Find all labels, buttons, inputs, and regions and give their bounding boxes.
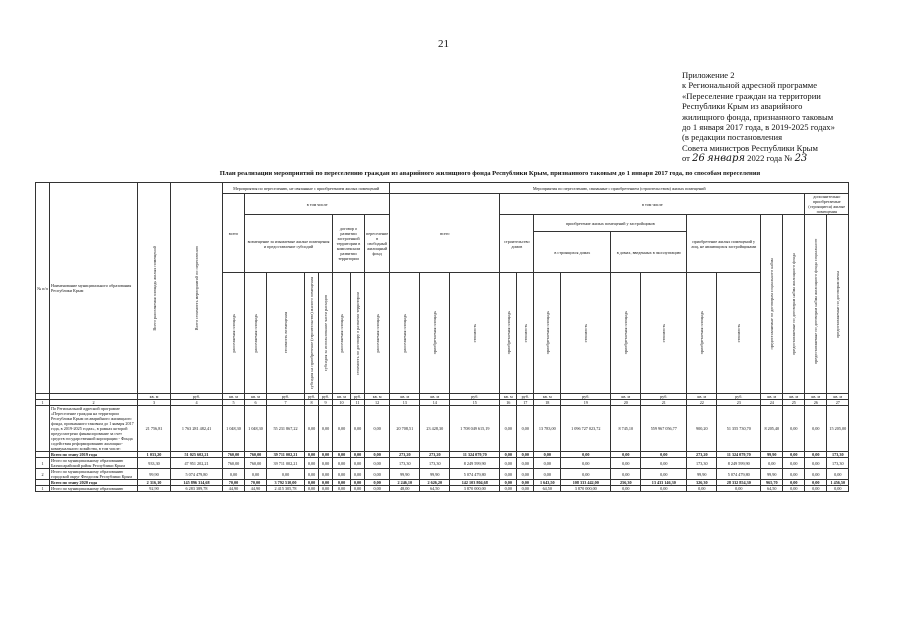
value-cell: 0,00 bbox=[611, 486, 641, 492]
value-cell: 13 433 146,30 bbox=[641, 480, 687, 486]
column-number-cell: 21 bbox=[641, 400, 687, 406]
value-cell: 0,00 bbox=[611, 469, 641, 480]
value-cell: 0,00 bbox=[305, 469, 319, 480]
value-cell: 273,20 bbox=[687, 452, 717, 458]
unit-cell: кв. м bbox=[365, 394, 390, 400]
value-cell: 99,90 bbox=[390, 469, 420, 480]
header-cell: Всего расселяемая площадь жилых помещений bbox=[138, 183, 171, 394]
value-cell: 760,00 bbox=[245, 458, 267, 469]
value-cell: 0,00 bbox=[517, 486, 534, 492]
value-cell: 0,00 bbox=[365, 452, 390, 458]
column-number-cell: 23 bbox=[717, 400, 761, 406]
value-cell: 0,00 bbox=[805, 480, 827, 486]
value-cell: 0,00 bbox=[333, 480, 351, 486]
header-cell: в строящихся домах bbox=[534, 232, 611, 273]
row-name-cell: Итого по муниципальному образованию городской округ Феодосия Республики Крым bbox=[50, 469, 138, 480]
value-cell: 0,00 bbox=[500, 406, 517, 452]
value-cell: 99,90 bbox=[138, 469, 171, 480]
value-cell: 760,00 bbox=[245, 452, 267, 458]
row-number-cell: 2 bbox=[36, 469, 50, 480]
value-cell: 64,50 bbox=[534, 486, 561, 492]
column-number-cell: 7 bbox=[267, 400, 305, 406]
value-cell: 28 332 854,30 bbox=[717, 480, 761, 486]
value-cell: 92,90 bbox=[138, 486, 171, 492]
value-cell: 0,00 bbox=[500, 480, 517, 486]
value-cell: 64,50 bbox=[761, 486, 783, 492]
value-cell: 1 708 049 615,19 bbox=[450, 406, 500, 452]
unit-cell: кв. м bbox=[500, 394, 517, 400]
value-cell: 0,00 bbox=[783, 458, 805, 469]
value-cell: 0,00 bbox=[305, 458, 319, 469]
unit-cell: кв. м bbox=[827, 394, 849, 400]
value-cell: 1 048,30 bbox=[223, 406, 245, 452]
value-cell: 0,00 bbox=[783, 406, 805, 452]
value-cell: 256,30 bbox=[611, 480, 641, 486]
header-cell: субсидия на приобретение (строительство) жилого помещения bbox=[305, 273, 319, 394]
header-cell: договор о развитии застроенной территории в комплексном развитии территории bbox=[333, 215, 365, 273]
value-cell: 39 711 002,21 bbox=[267, 458, 305, 469]
column-number-cell: 20 bbox=[611, 400, 641, 406]
row-name-cell: Всего по этапу 2019 года bbox=[50, 452, 138, 458]
header-cell: приобретаемая площадь bbox=[611, 273, 641, 394]
value-cell: 0,00 bbox=[641, 469, 687, 480]
appendix-line: (в редакции постановления bbox=[682, 132, 783, 143]
header-cell: строительство домов bbox=[500, 215, 534, 273]
header-cell: приобретаемая площадь bbox=[420, 273, 450, 394]
unit-cell: кв. м bbox=[534, 394, 561, 400]
value-cell: 15 205,00 bbox=[827, 406, 849, 452]
column-number-cell: 14 bbox=[420, 400, 450, 406]
value-cell: 142 103 804,68 bbox=[450, 480, 500, 486]
column-number-cell: 3 bbox=[138, 400, 171, 406]
value-cell: 11 324 079,70 bbox=[717, 452, 761, 458]
value-cell: 760,00 bbox=[223, 458, 245, 469]
value-cell: 0,00 bbox=[319, 480, 333, 486]
header-cell: приобретение жилых помещений у лиц, не являющихся застройщиками bbox=[687, 215, 761, 273]
table-row bbox=[36, 469, 849, 480]
unit-cell: кв. м bbox=[761, 394, 783, 400]
value-cell: 108 333 442,00 bbox=[561, 480, 611, 486]
value-cell: 39 711 002,21 bbox=[267, 452, 305, 458]
value-cell: 933,30 bbox=[138, 458, 171, 469]
unit-cell: кв. м bbox=[805, 394, 827, 400]
unit-cell: руб. bbox=[561, 394, 611, 400]
value-cell: 0,00 bbox=[517, 469, 534, 480]
date-month: января bbox=[707, 153, 746, 165]
unit-cell: кв. м bbox=[390, 394, 420, 400]
unit-cell: руб. bbox=[641, 394, 687, 400]
header-cell: возмещение за изымаемые жилые помещения и предоставление субсидий bbox=[245, 215, 333, 273]
column-number-cell: 6 bbox=[245, 400, 267, 406]
value-cell: 2 626,20 bbox=[420, 480, 450, 486]
value-cell: 0,00 bbox=[365, 458, 390, 469]
value-cell: 0,00 bbox=[319, 458, 333, 469]
appendix-line: жилищного фонда, признанного таковым bbox=[682, 111, 834, 122]
column-number-cell: 22 bbox=[687, 400, 717, 406]
value-cell: 55 231 867,22 bbox=[267, 406, 305, 452]
column-number-cell: 15 bbox=[450, 400, 500, 406]
value-cell: 0,00 bbox=[333, 452, 351, 458]
value-cell: 0,00 bbox=[351, 458, 365, 469]
value-cell: 8 205,40 bbox=[761, 406, 783, 452]
value-cell: 1 033,20 bbox=[138, 452, 171, 458]
value-cell: 0,00 bbox=[783, 480, 805, 486]
column-number-cell: 13 bbox=[390, 400, 420, 406]
appendix-line: Совета министров Республики Крым bbox=[682, 142, 818, 153]
value-cell: 0,00 bbox=[333, 406, 351, 452]
header-cell: всего bbox=[223, 194, 245, 273]
header-cell: предоставляемые по договорам мены bbox=[827, 215, 849, 394]
column-number-cell: 16 bbox=[500, 400, 517, 406]
column-number-cell: 5 bbox=[223, 400, 245, 406]
unit-cell: кв. м bbox=[245, 394, 267, 400]
header-cell: стоимость bbox=[450, 273, 500, 394]
table-row bbox=[36, 406, 849, 452]
appendix-block bbox=[682, 70, 852, 165]
value-cell: 0,00 bbox=[561, 469, 611, 480]
value-cell: 273,20 bbox=[420, 452, 450, 458]
header-cell: расселяемая площадь bbox=[245, 273, 267, 394]
value-cell: 900,20 bbox=[687, 406, 717, 452]
column-number-cell: 4 bbox=[171, 400, 223, 406]
header-cell: переселение в свободный жилищный фонд bbox=[365, 215, 390, 273]
value-cell: 0,00 bbox=[561, 452, 611, 458]
value-cell: 0,00 bbox=[319, 406, 333, 452]
value-cell: 2 415 305,78 bbox=[267, 486, 305, 492]
row-name-cell: Итого по муниципальному образованию bbox=[50, 486, 138, 492]
value-cell: 0,00 bbox=[534, 452, 561, 458]
value-cell: 51 355 730,70 bbox=[717, 406, 761, 452]
value-cell: 47 951 202,21 bbox=[171, 458, 223, 469]
column-number-cell: 10 bbox=[333, 400, 351, 406]
column-number-cell: 17 bbox=[517, 400, 534, 406]
value-cell: 0,00 bbox=[783, 452, 805, 458]
value-cell: 0,00 bbox=[365, 480, 390, 486]
value-cell: 0,00 bbox=[611, 452, 641, 458]
table-row bbox=[36, 486, 849, 492]
value-cell: 99,90 bbox=[761, 469, 783, 480]
header-cell: стоимость bbox=[517, 273, 534, 394]
header-cell: стоимость bbox=[641, 273, 687, 394]
header-cell: предоставляемые по договорам социального найма bbox=[761, 215, 783, 394]
value-cell: 1 096 727 023,72 bbox=[561, 406, 611, 452]
value-cell: 0,00 bbox=[223, 469, 245, 480]
value-cell: 0,00 bbox=[351, 486, 365, 492]
unit-cell: руб. bbox=[171, 394, 223, 400]
column-number-cell: 24 bbox=[761, 400, 783, 406]
value-cell: 0,00 bbox=[761, 458, 783, 469]
header-cell: приобретаемая площадь bbox=[687, 273, 717, 394]
unit-cell: кв. м bbox=[420, 394, 450, 400]
value-cell: 5 074 479,80 bbox=[171, 469, 223, 480]
value-cell: 0,00 bbox=[351, 480, 365, 486]
column-number-cell: 9 bbox=[319, 400, 333, 406]
value-cell: 0,00 bbox=[319, 486, 333, 492]
value-cell: 99,90 bbox=[687, 469, 717, 480]
value-cell: 1 456,50 bbox=[827, 480, 849, 486]
header-cell: Наименование муниципального образования Республики Крым bbox=[50, 183, 138, 394]
value-cell: 0,00 bbox=[319, 469, 333, 480]
value-cell: 99,90 bbox=[420, 469, 450, 480]
column-number-cell: 18 bbox=[534, 400, 561, 406]
unit-cell: руб. bbox=[450, 394, 500, 400]
value-cell: 0,00 bbox=[534, 469, 561, 480]
value-cell: 3 870 000,00 bbox=[561, 486, 611, 492]
value-cell: 0,00 bbox=[351, 452, 365, 458]
value-cell: 0,00 bbox=[641, 458, 687, 469]
value-cell: 0,00 bbox=[517, 480, 534, 486]
value-cell: 0,00 bbox=[267, 469, 305, 480]
value-cell: 1 048,30 bbox=[245, 406, 267, 452]
value-cell: 0,00 bbox=[500, 486, 517, 492]
value-cell: 0,00 bbox=[805, 406, 827, 452]
header-cell: Мероприятия по переселению, не связанные с приобретением жилых помещений bbox=[223, 183, 390, 194]
value-cell: 0,00 bbox=[305, 452, 319, 458]
column-number-cell: 1 bbox=[36, 400, 50, 406]
unit-cell: кв. м bbox=[611, 394, 641, 400]
appendix-line: Приложение 2 bbox=[682, 70, 735, 80]
value-cell: 0,00 bbox=[333, 469, 351, 480]
value-cell: 0,00 bbox=[333, 458, 351, 469]
value-cell: 20 708,51 bbox=[390, 406, 420, 452]
value-cell: 0,00 bbox=[717, 486, 761, 492]
row-name-cell: Всего по этапу 2020 года bbox=[50, 480, 138, 486]
value-cell: 0,00 bbox=[305, 406, 319, 452]
header-cell: расселяемая площадь bbox=[390, 273, 420, 394]
value-cell: 0,00 bbox=[783, 469, 805, 480]
row-number-cell: 1 bbox=[36, 486, 50, 492]
value-cell: 5 074 479,80 bbox=[450, 469, 500, 480]
header-cell: в домах, введенных в эксплуатацию bbox=[611, 232, 687, 273]
value-cell: 2 316,10 bbox=[138, 480, 171, 486]
column-number-cell: 25 bbox=[783, 400, 805, 406]
value-cell: 0,00 bbox=[611, 458, 641, 469]
value-cell: 70,00 bbox=[245, 480, 267, 486]
value-cell: 145 896 314,68 bbox=[171, 480, 223, 486]
value-cell: 0,00 bbox=[805, 452, 827, 458]
column-number-cell: 27 bbox=[827, 400, 849, 406]
appendix-line: до 1 января 2017 года, в 2019-2025 годах» bbox=[682, 122, 835, 133]
value-cell: 3 870 000,00 bbox=[450, 486, 500, 492]
value-cell: 326,30 bbox=[687, 480, 717, 486]
value-cell: 0,00 bbox=[517, 458, 534, 469]
value-cell: 0,00 bbox=[351, 406, 365, 452]
header-cell: стоимость по договору о развитии территории bbox=[351, 273, 365, 394]
value-cell: 64,50 bbox=[420, 486, 450, 492]
header-cell: приобретаемая площадь bbox=[534, 273, 561, 394]
unit-cell: руб. bbox=[351, 394, 365, 400]
value-cell: 0,00 bbox=[534, 458, 561, 469]
header-cell: предоставляемые по договорам найма жилищного фонда социального bbox=[805, 215, 827, 394]
document-title: План реализации мероприятий по переселению граждан из аварийного жилищного фонда Республики Крым, признанного таковым до 1 января 2017 года, по способам переселения bbox=[219, 170, 761, 177]
value-cell: 173,30 bbox=[390, 458, 420, 469]
value-cell: 273,20 bbox=[390, 452, 420, 458]
value-cell: 0,00 bbox=[500, 452, 517, 458]
value-cell: 0,00 bbox=[365, 406, 390, 452]
header-cell: в том числе bbox=[500, 194, 805, 215]
unit-cell: руб. bbox=[517, 394, 534, 400]
column-number-cell: 26 bbox=[805, 400, 827, 406]
value-cell: 0,00 bbox=[687, 486, 717, 492]
row-name-cell: По Региональной адресной программе «Переселение граждан на территории Республики Крым из аварийного жилищного фонда, признанного таковым до 1 января 2017 года, в 2019-2025 годах», в рамках которой предусмотрено финансирование за счет средств государственной корпорации - Фонда содействия реформированию жилищно-коммунального хозяйства, в том числе: bbox=[50, 406, 138, 452]
unit-cell: руб. bbox=[267, 394, 305, 400]
value-cell: 0,00 bbox=[305, 486, 319, 492]
header-cell: № п/п bbox=[36, 183, 50, 394]
unit-cell: руб. bbox=[319, 394, 333, 400]
appendix-line: к Региональной адресной программе bbox=[682, 80, 818, 91]
row-number-cell: 1 bbox=[36, 458, 50, 469]
value-cell: 0,00 bbox=[305, 480, 319, 486]
appendix-line: «Переселение граждан на территории bbox=[682, 90, 821, 101]
header-cell: предоставляемые по договорам найма жилищного фонда bbox=[783, 215, 805, 394]
value-cell: 0,00 bbox=[365, 486, 390, 492]
value-cell: 559 967 056,77 bbox=[641, 406, 687, 452]
unit-cell: кв. м bbox=[138, 394, 171, 400]
header-cell: субсидия за использование части расходов bbox=[319, 273, 333, 394]
value-cell: 8 745,10 bbox=[611, 406, 641, 452]
unit-cell: кв. м bbox=[223, 394, 245, 400]
value-cell: 70,00 bbox=[223, 480, 245, 486]
value-cell: 0,00 bbox=[805, 486, 827, 492]
value-cell: 2 246,10 bbox=[390, 480, 420, 486]
value-cell: 0,00 bbox=[827, 486, 849, 492]
date-number: 23 bbox=[794, 153, 808, 165]
header-cell: расселяемая площадь bbox=[365, 273, 390, 394]
date-day: 26 bbox=[692, 153, 705, 165]
value-cell: 0,00 bbox=[500, 469, 517, 480]
header-cell: стоимость возмещения bbox=[267, 273, 305, 394]
value-cell: 173,30 bbox=[827, 458, 849, 469]
value-cell: 8 249 599,90 bbox=[450, 458, 500, 469]
value-cell: 0,00 bbox=[517, 406, 534, 452]
header-cell: расселяемая площадь bbox=[333, 273, 351, 394]
row-name-cell: Итого по муниципальному образованию Бахчисарайский район Республики Крым bbox=[50, 458, 138, 469]
value-cell: 0,00 bbox=[333, 486, 351, 492]
column-number-cell: 11 bbox=[351, 400, 365, 406]
value-cell: 0,00 bbox=[641, 486, 687, 492]
value-cell: 3 792 510,00 bbox=[267, 480, 305, 486]
header-cell: расселяемая площадь bbox=[223, 273, 245, 394]
date-suffix: 2022 года № bbox=[747, 153, 793, 164]
value-cell: 0,00 bbox=[805, 469, 827, 480]
header-cell: стоимость bbox=[561, 273, 611, 394]
value-cell: 6 283 389,78 bbox=[171, 486, 223, 492]
value-cell: 0,00 bbox=[561, 458, 611, 469]
value-cell: 1 763 281 482,41 bbox=[171, 406, 223, 452]
value-cell: 5 074 479,80 bbox=[717, 469, 761, 480]
header-cell: приобретение жилых помещений у застройщиков bbox=[534, 215, 687, 232]
date-prefix: от bbox=[682, 153, 690, 164]
value-cell: 173,30 bbox=[827, 452, 849, 458]
value-cell: 0,00 bbox=[351, 469, 365, 480]
unit-cell: кв. м bbox=[783, 394, 805, 400]
value-cell: 44,90 bbox=[223, 486, 245, 492]
header-cell: Всего стоимость мероприятий по переселению bbox=[171, 183, 223, 394]
appendix-date bbox=[682, 153, 852, 164]
value-cell: 11 324 079,70 bbox=[450, 452, 500, 458]
appendix-line: Республики Крым из аварийного bbox=[682, 101, 803, 112]
header-cell: Мероприятия по переселению, связанные с приобретением (строительством) жилых помещений bbox=[390, 183, 849, 194]
value-cell: 965,70 bbox=[761, 480, 783, 486]
column-number-cell: 2 bbox=[50, 400, 138, 406]
column-number-cell: 19 bbox=[561, 400, 611, 406]
value-cell: 173,30 bbox=[687, 458, 717, 469]
header-cell: дополнительно приобретаемые (строящиеся) жилые помещения bbox=[805, 194, 849, 215]
value-cell: 21 756,81 bbox=[138, 406, 171, 452]
value-cell: 0,00 bbox=[641, 452, 687, 458]
value-cell: 99,90 bbox=[761, 452, 783, 458]
value-cell: 760,00 bbox=[223, 452, 245, 458]
value-cell: 0,00 bbox=[500, 458, 517, 469]
value-cell: 1 643,50 bbox=[534, 480, 561, 486]
header-cell: стоимость bbox=[717, 273, 761, 394]
table-row bbox=[36, 458, 849, 469]
column-number-cell: 8 bbox=[305, 400, 319, 406]
unit-cell: руб. bbox=[305, 394, 319, 400]
header-cell: приобретаемая площадь bbox=[500, 273, 517, 394]
value-cell: 44,90 bbox=[245, 486, 267, 492]
value-cell: 0,00 bbox=[245, 469, 267, 480]
unit-cell: кв. м bbox=[687, 394, 717, 400]
header-cell: всего bbox=[390, 194, 500, 273]
unit-cell: руб. bbox=[717, 394, 761, 400]
header-cell: в том числе bbox=[245, 194, 390, 215]
value-cell: 0,00 bbox=[827, 469, 849, 480]
resettlement-table bbox=[35, 182, 849, 492]
unit-cell: кв. м bbox=[333, 394, 351, 400]
value-cell: 51 025 602,21 bbox=[171, 452, 223, 458]
value-cell: 0,00 bbox=[783, 486, 805, 492]
value-cell: 0,00 bbox=[365, 469, 390, 480]
value-cell: 13 783,00 bbox=[534, 406, 561, 452]
value-cell: 48,00 bbox=[390, 486, 420, 492]
page-number: 21 bbox=[438, 38, 449, 50]
value-cell: 0,00 bbox=[319, 452, 333, 458]
row-number-cell bbox=[36, 406, 50, 452]
value-cell: 0,00 bbox=[517, 452, 534, 458]
value-cell: 23 428,30 bbox=[420, 406, 450, 452]
column-number-cell: 12 bbox=[365, 400, 390, 406]
value-cell: 0,00 bbox=[805, 458, 827, 469]
value-cell: 173,30 bbox=[420, 458, 450, 469]
value-cell: 8 249 599,90 bbox=[717, 458, 761, 469]
